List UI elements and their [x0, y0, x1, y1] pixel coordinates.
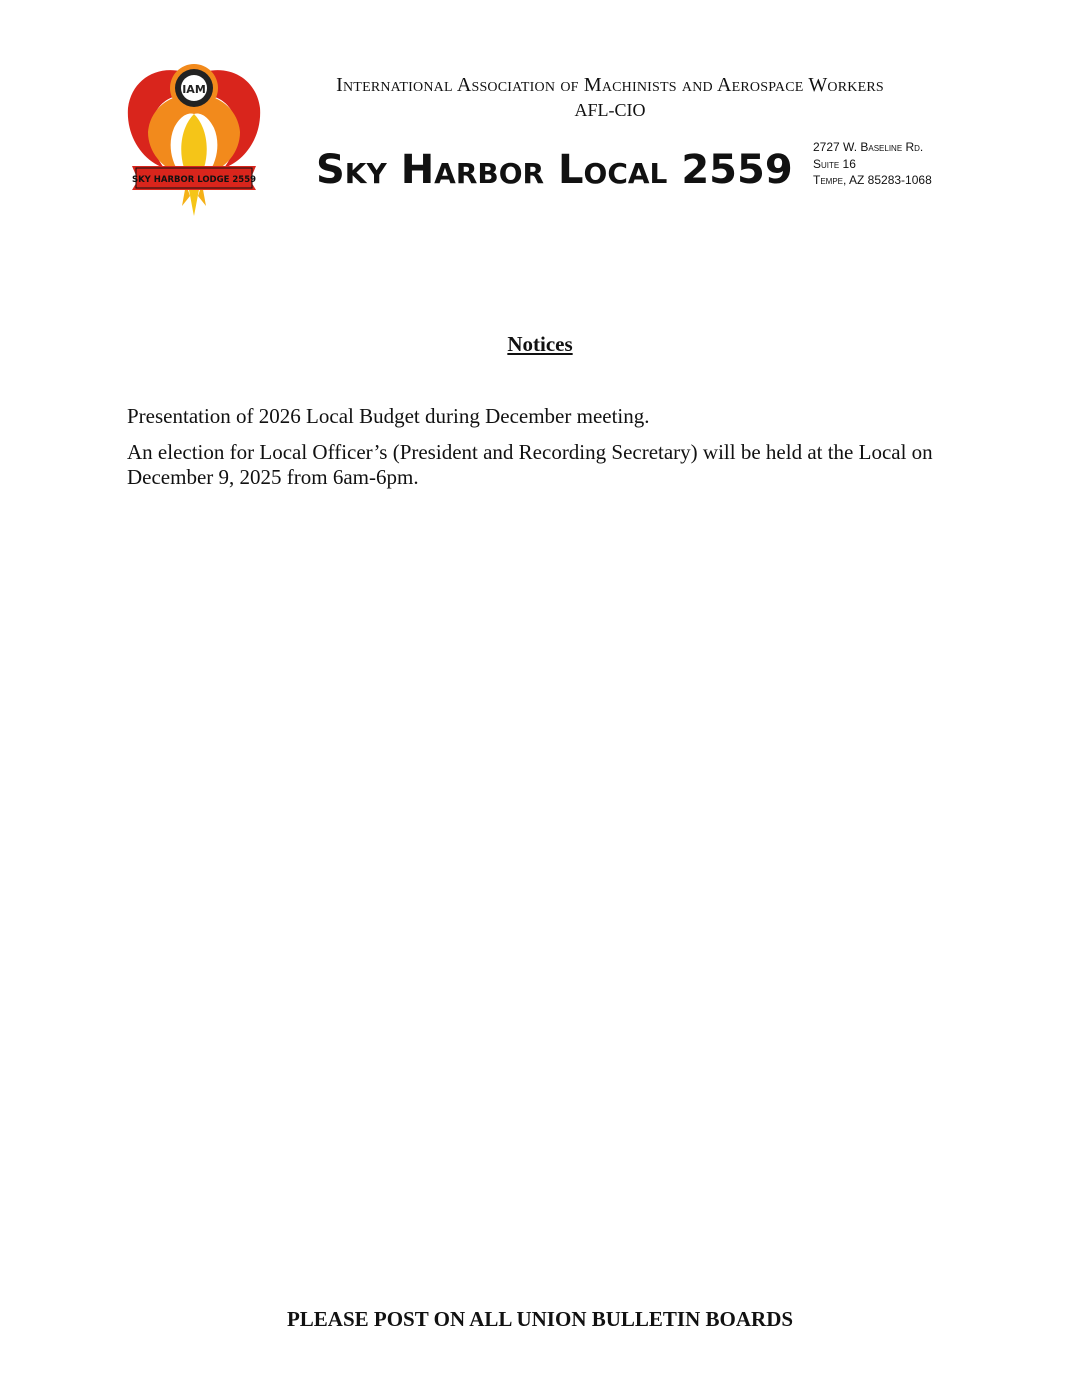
logo-banner-text: SKY HARBOR LODGE 2559 — [131, 175, 257, 185]
svg-text:IAM: IAM — [182, 83, 206, 96]
local-name: Sky Harbor Local 2559 — [316, 147, 793, 193]
address-line-2: Suite 16 — [813, 156, 856, 171]
phoenix-emblem-icon — [124, 56, 264, 224]
address-line-3: Tempe, AZ 85283-1068 — [813, 173, 932, 187]
page-title: Notices — [507, 332, 573, 356]
address-line-1: 2727 W. Baseline Rd. — [813, 140, 924, 154]
org-name: International Association of Machinists and Aerospace Workers — [336, 74, 884, 96]
union-logo — [124, 56, 264, 224]
address-block — [813, 139, 932, 189]
affiliation: AFL-CIO — [574, 100, 646, 120]
notice-item: An election for Local Officer’s (President and Recording Secretary) will be held at the Local on December 9, 2025 from 6am-6pm. — [127, 440, 933, 489]
footer-notice: PLEASE POST ON ALL UNION BULLETIN BOARDS — [286, 1307, 794, 1331]
notice-item: Presentation of 2026 Local Budget during December meeting. — [127, 404, 650, 428]
